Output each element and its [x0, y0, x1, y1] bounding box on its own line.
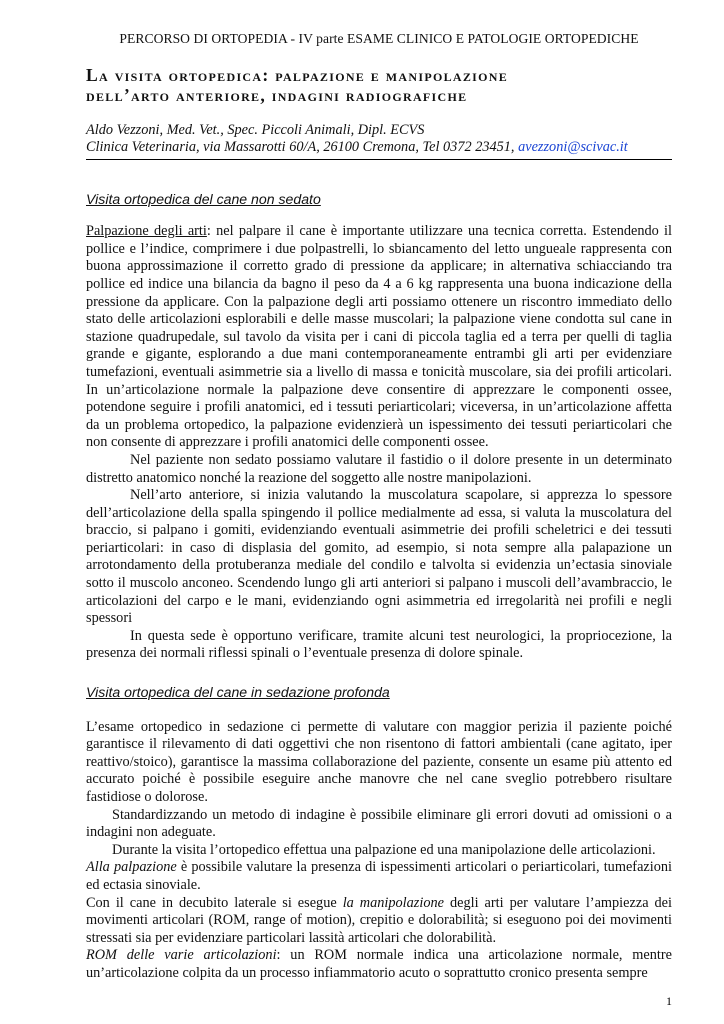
- section-heading-deep-sedation: Visita ortopedica del cane in sedazione profonda: [86, 684, 390, 701]
- paragraph-manipolazione: Con il cane in decubito laterale si esegue la manipolazione degli arti per valutare l’ampiezza dei movimenti articolari (ROM, range of motion), crepitio e dolorabilità; si eseguono poi dei movimenti stressati sia per evidenziare particolari lassità articolari che dolorabilità.: [86, 894, 672, 946]
- paragraph-alla-palpazione: Alla palpazione è possibile valutare la presenza di ispessimenti articolari o periarticolari, tumefazioni ed ectasia sinoviale.: [86, 859, 672, 893]
- title-line-2: dell’arto anteriore, indagini radiografiche: [86, 84, 468, 105]
- title-line-1: La visita ortopedica: palpazione e manipolazione: [86, 64, 509, 85]
- paragraph-palpation: Palpazione degli arti: nel palpare il cane è importante utilizzare una tecnica corretta. Estendendo il pollice e l’indice, comprimere i due polpastrelli, lo sbiancamento del letto ungueale rappresenta con buona approssimazione il corretto grado di pressione da applicare; in alternativa schiacciando tra pollice ed indice una bilancia da bagno il peso da 4 a 6 kg rappresenta una buona indicazione della pressione da applicare. Con la palpazione degli arti possiamo ottenere un riscontro immediato dello stato delle articolazioni esplorabili e delle masse muscolari; la palpazione viene condotta sul cane in stazione quadrupedale, sul tavolo da visita per i cani di piccola taglia ed a terra per quelli di taglia grande e gigante, esplorando a due mani contemporaneamente entrambi gli arti per evidenziare tumefazioni, eventuali asimmetrie sia a livello di massa e tonicità muscolare, sia dei profili articolari. In un’articolazione normale la palpazione deve consentire di apprezzare le componenti ossee, potendone seguire i profili anatomici, ed i tessuti periarticolari; viceversa, in un’articolazione affetta da un problema ortopedico, la palpazione evidenzierà un ispessimento dei tessuti periarticolari che non consente di apprezzare i profili anatomici delle componenti ossee.: [86, 223, 672, 451]
- running-header: PERCORSO DI ORTOPEDIA - IV parte ESAME CLINICO E PATOLOGIE ORTOPEDICHE: [119, 31, 639, 46]
- section-heading-non-sedated: Visita ortopedica del cane non sedato: [86, 190, 321, 207]
- palpation-lead: Palpazione degli arti: [86, 223, 207, 240]
- page-number: 1: [666, 994, 672, 1008]
- paragraph-sedation-exam: L’esame ortopedico in sedazione ci permette di valutare con maggior perizia il paziente poiché garantisce il rilevamento di dati oggettivi che non risentono di fattori ambientali (cane agitato, iper reattivo/stoico), garantisce la massima collaborazione del paziente, consente un esame più attento ed accurato poiché è possibile eseguire anche manovre che nel cane sveglio potrebbero risultare fastidiose o dolorose.: [86, 718, 672, 805]
- article-title: [86, 65, 672, 105]
- author-block: [86, 122, 672, 157]
- paragraph-palpation-manipulation: Durante la visita l’ortopedico effettua una palpazione ed una manipolazione delle articolazioni.: [112, 841, 656, 858]
- document-page: [86, 30, 672, 983]
- author-name: Aldo Vezzoni, Med. Vet., Spec. Piccoli Animali, Dipl. ECVS: [86, 121, 425, 138]
- paragraph-neurologic-tests: In questa sede è opportuno verificare, tramite alcuni test neurologici, la propriocezione, la presenza dei normali riflessi spinali o l’eventuale presenza di dolore spinale.: [86, 627, 672, 662]
- header-divider: [86, 159, 672, 160]
- paragraph-standardized-method: Standardizzando un metodo di indagine è possibile eliminare gli errori dovuti ad omissioni o a indagini non adeguate.: [86, 806, 672, 841]
- paragraph-rom: ROM delle varie articolazioni: un ROM normale indica una articolazione normale, mentre un’articolazione colpita da un processo infiammatorio acuto o soprattutto cronico presenta sempre: [86, 947, 672, 981]
- author-address: Clinica Veterinaria, via Massarotti 60/A, 26100 Cremona, Tel 0372 23451, avezzoni@scivac.it: [86, 139, 628, 156]
- author-email-link[interactable]: avezzoni@scivac.it: [518, 139, 628, 156]
- paragraph-non-sedated-patient: Nel paziente non sedato possiamo valutare il fastidio o il dolore presente in un determinato distretto anatomico nonché la reazione del soggetto alle nostre manipolazioni.: [86, 451, 672, 486]
- paragraph-forelimb: Nell’arto anteriore, si inizia valutando la muscolatura scapolare, si apprezza lo spessore dell’articolazione della spalla spingendo il pollice medialmente ad essa, si valuta la muscolatura del braccio, si palpano i gomiti, evidenziando eventuali asimmetrie dei profili scheletrici e dei tessuti periarticolari: in caso di displasia del gomito, ad esempio, si nota sempre alla palapazione un arrotondamento della protuberanza mediale del condilo e talvolta si evidenzia un’ectasia sinoviale sotto il muscolo anconeo. Scendendo lungo gli arti anteriori si palpano i muscoli dell’avambraccio, le articolazioni del carpo e le mani, evidenziando ogni asimmetria ed irregolarità nei profili e negli spessori: [86, 487, 672, 627]
